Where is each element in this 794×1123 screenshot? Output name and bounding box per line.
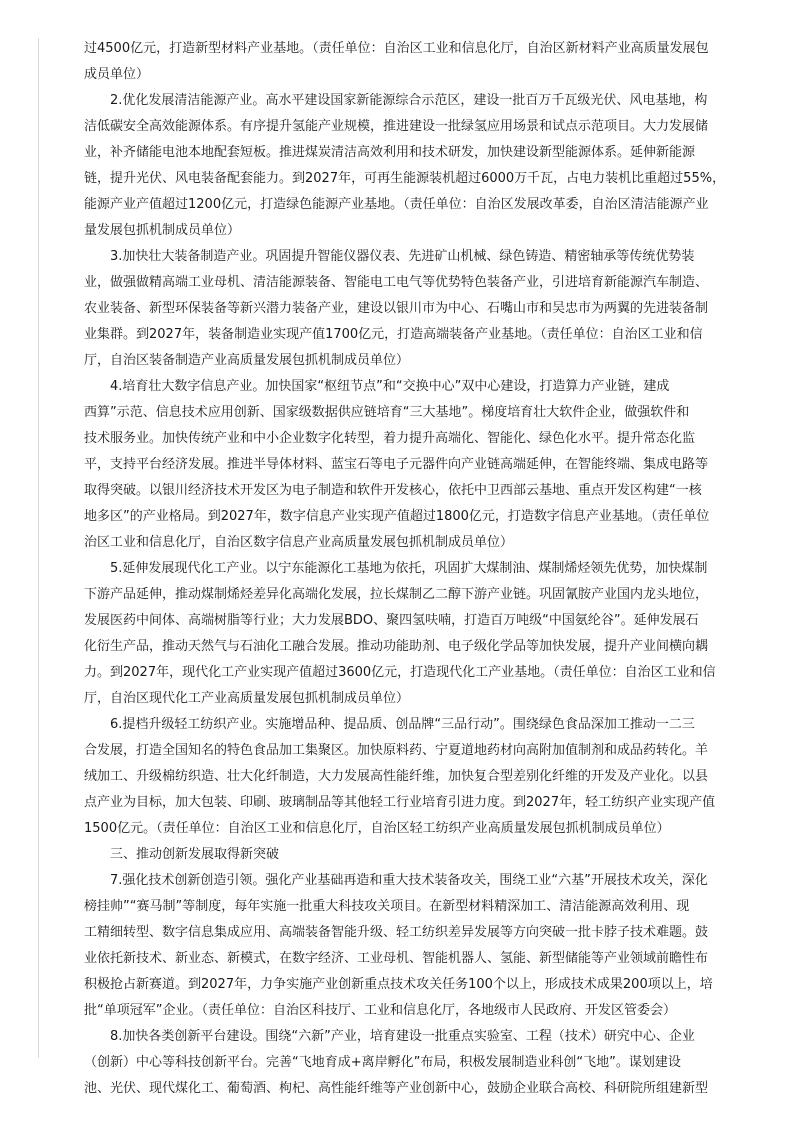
text-line: 厅，自治区装备制造产业高质量发展包抓机制成员单位） — [84, 353, 410, 368]
text-line: （创新）中心等科技创新平台。完善“飞地育成+离岸孵化”布局，积极发展制造业科创“飞地”。谋划建设 — [84, 1055, 681, 1070]
text-line: 过4500亿元，打造新型材料产业基地。（责任单位：自治区工业和信息化厅，自治区新材料产业高质量发展包 — [84, 41, 709, 56]
text-line: 5.延伸发展现代化工产业。以宁东能源化工基地为依托，巩固扩大煤制油、煤制烯烃领先优势，加快煤制 — [110, 561, 708, 576]
text-line: 合发展，打造全国知名的特色食品加工集聚区。加快原料药、宁夏道地药材向高附加值制剂和成品药转化。羊 — [84, 743, 709, 758]
text-line: 积极抢占新赛道。到2027年，力争实施产业创新重点技术攻关任务100个以上，形成技术成果200项以上，培 — [84, 977, 713, 992]
text-line: 点产业为目标，加大包装、印刷、玻璃制品等其他轻工行业培育引进力度。到2027年，轻工纺织产业实现产值 — [84, 795, 716, 810]
text-line: 厅，自治区现代化工产业高质量发展包抓机制成员单位） — [84, 691, 410, 706]
text-line: 能源产业产值超过1200亿元，打造绿色能源产业基地。（责任单位：自治区发展改革委，自治区清洁能源产业 — [84, 197, 709, 212]
text-line: 农业装备、新型环保装备等新兴潜力装备产业，建设以银川市为中心、石嘴山市和吴忠市为两翼的先进装备制 — [84, 301, 709, 316]
document-page — [84, 36, 756, 1096]
text-line: 批“单项冠军”企业。（责任单位：自治区科技厅、工业和信息化厅，各地级市人民政府、开发区管委会） — [84, 1003, 676, 1018]
text-line: 地多区”的产业格局。到2027年，数字信息产业实现产值超过1800亿元，打造数字信息产业基地。（责任单位 — [84, 509, 710, 524]
text-line: 绒加工、升级棉纺织造、壮大化纤制造，大力发展高性能纤维，加快复合型差别化纤维的开发及产业化。以县 — [84, 769, 709, 784]
text-line: 4.培育壮大数字信息产业。加快国家“枢纽节点”和“交换中心”双中心建设，打造算力产业链，建成 — [110, 379, 670, 394]
text-line: 7.强化技术创新创造引领。强化产业基础再造和重大技术装备攻关，围绕工业“六基”开展技术攻关，深化 — [110, 873, 708, 888]
text-line: 业依托新技术、新业态、新模式，在数字经济、工业母机、智能机器人、氢能、新型储能等产业领域前瞻性布 — [84, 951, 709, 966]
text-line: 8.加快各类创新平台建设。围绕“六新”产业，培育建设一批重点实验室、工程（技术）研究中心、企业 — [110, 1029, 695, 1044]
text-line: 西算”示范、信息技术应用创新、国家级数据供应链培育“三大基地”。梯度培育壮大软件企业，做强软件和 — [84, 405, 690, 420]
text-line: 业，做强做精高端工业母机、清洁能源装备、智能电工电气等优势特色装备产业，引进培育新能源汽车制造、 — [84, 275, 709, 290]
text-line: 池、光伏、现代煤化工、葡萄酒、枸杞、高性能纤维等产业创新中心，鼓励企业联合高校、科研院所组建新型 — [84, 1081, 709, 1096]
text-line: 化衍生产品，推动天然气与石油化工融合发展。推动功能助剂、电子级化学品等加快发展，提升产业间横向耦 — [84, 639, 709, 654]
text-line: 量发展包抓机制成员单位） — [84, 223, 241, 238]
text-line: 治区工业和信息化厅，自治区数字信息产业高质量发展包抓机制成员单位） — [84, 535, 514, 550]
text-line: 2.优化发展清洁能源产业。高水平建设国家新能源综合示范区，建设一批百万千瓦级光伏、风电基地，构 — [110, 93, 708, 108]
text-line: 洁低碳安全高效能源体系。有序提升氢能产业规模，推进建设一批绿氢应用场景和试点示范项目。大力发展储 — [84, 119, 709, 134]
page-margin-rule — [38, 38, 39, 1058]
text-line: 业集群。到2027年，装备制造业实现产值1700亿元，打造高端装备产业基地。（责任单位：自治区工业和信 — [84, 327, 703, 342]
text-line: 平，支持平台经济发展。推进半导体材料、蓝宝石等电子元器件向产业链高端延伸，在智能终端、集成电路等 — [84, 457, 709, 472]
text-line: 工精细转型、数字信息集成应用、高端装备智能升级、轻工纺织差异发展等方向突破一批卡脖子技术难题。鼓 — [84, 925, 709, 940]
text-line: 发展医药中间体、高端树脂等行业；大力发展BDO、聚四氢呋喃，打造百万吨级“中国氨纶谷”。延伸发展石 — [84, 613, 699, 628]
text-line: 三、推动创新发展取得新突破 — [110, 847, 280, 862]
text-line: 成员单位） — [84, 67, 150, 82]
text-line: 力。到2027年，现代化工产业实现产值超过3600亿元，打造现代化工产业基地。（责任单位：自治区工业和信 — [84, 665, 716, 680]
text-line: 1500亿元。（责任单位：自治区工业和信息化厅，自治区轻工纺织产业高质量发展包抓机制成员单位） — [84, 821, 670, 836]
text-line: 下游产品延伸，推动煤制烯烃差异化高端化发展，拉长煤制乙二醇下游产业链。巩固氰胺产业国内龙头地位， — [84, 587, 709, 602]
text-line: 链，提升光伏、风电装备配套能力。到2027年，可再生能源装机超过6000万千瓦，占电力装机比重超过55%， — [84, 171, 726, 186]
text-line: 业，补齐储能电池本地配套短板。推进煤炭清洁高效利用和技术研发，加快建设新型能源体系。延伸新能源 — [84, 145, 696, 160]
text-line: 技术服务业。加快传统产业和中小企业数字化转型，着力提升高端化、智能化、绿色化水平。提升常态化监 — [84, 431, 696, 446]
text-line: 榜挂帅”“赛马制”等制度，每年实施一批重大科技攻关项目。在新型材料精深加工、清洁能源高效利用、现 — [84, 899, 690, 914]
text-line: 取得突破。以银川经济技术开发区为电子制造和软件开发核心，依托中卫西部云基地、重点开发区构建“一核 — [84, 483, 702, 498]
text-line: 3.加快壮大装备制造产业。巩固提升智能仪器仪表、先进矿山机械、绿色铸造、精密轴承等传统优势装 — [110, 249, 695, 264]
text-line: 6.提档升级轻工纺织产业。实施增品种、提品质、创品牌“三品行动”。围绕绿色食品深加工推动一二三 — [110, 717, 695, 732]
